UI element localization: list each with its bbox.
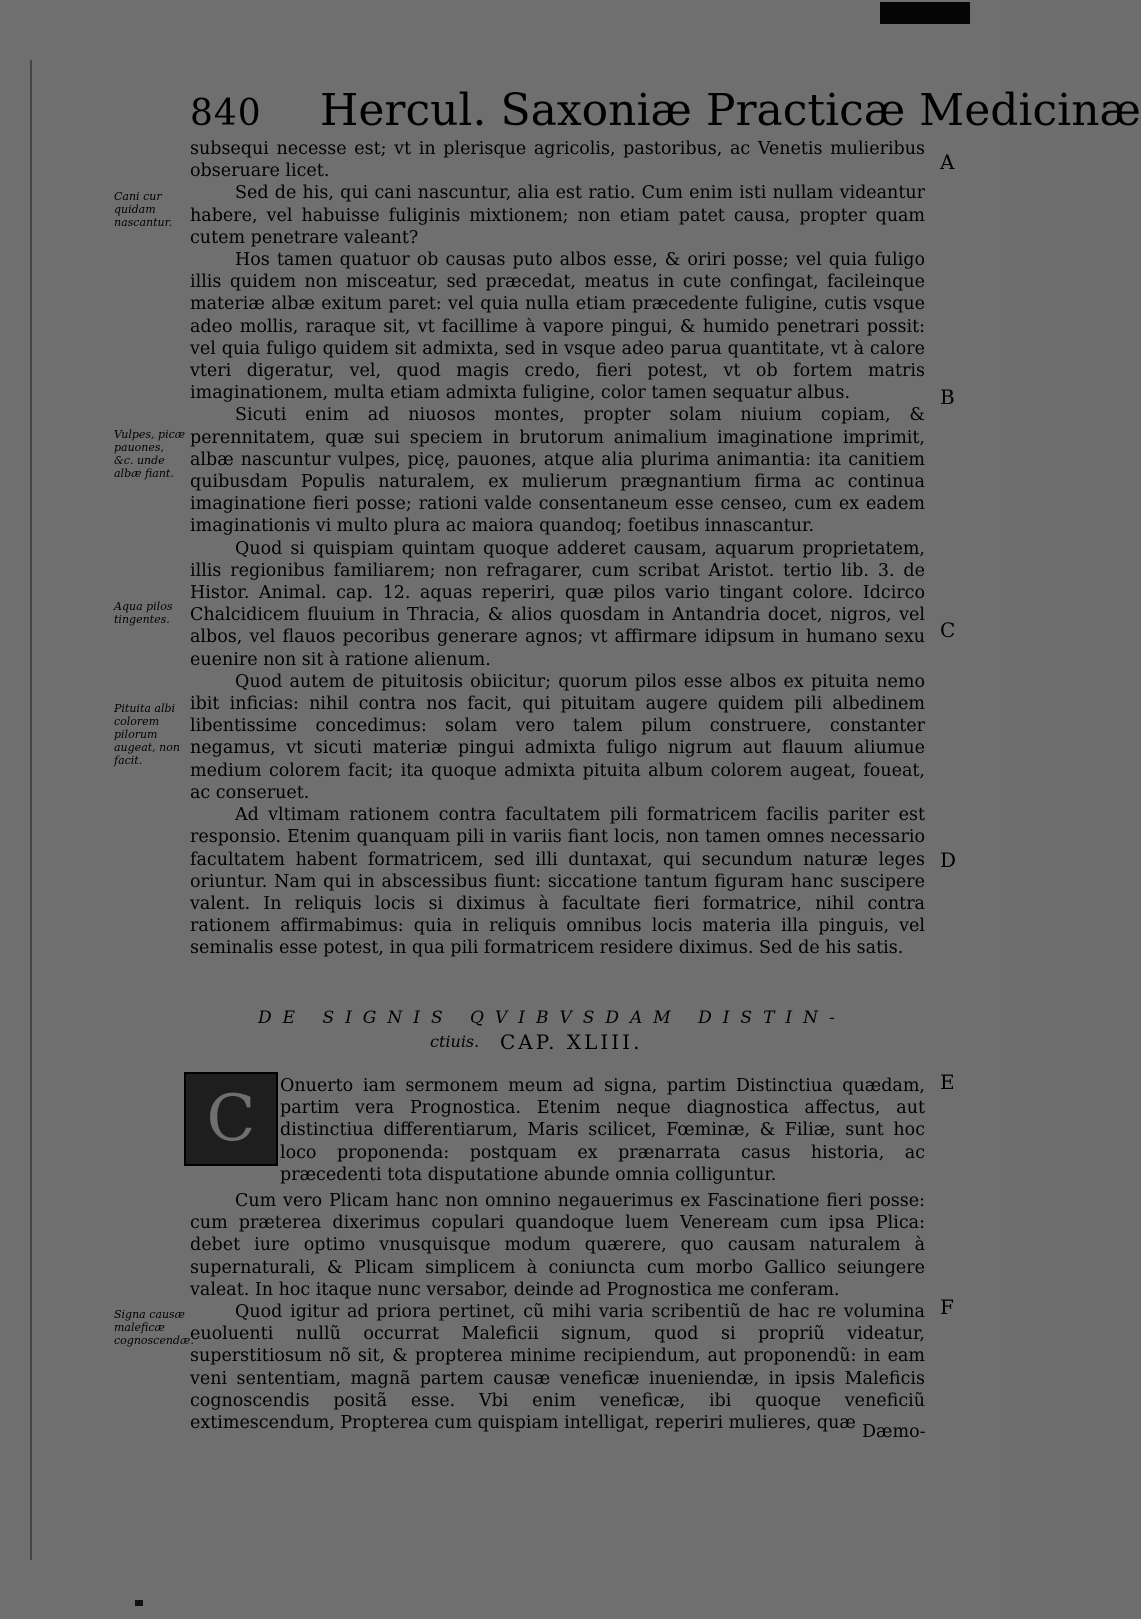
paragraph: subsequi necesse est; vt in plerisque agricolis, pastoribus, ac Venetis mulieribus obseruare licet. xyxy=(190,139,925,182)
ink-spot xyxy=(135,1600,143,1606)
paragraph: Quod autem de pituitosis obiicitur; quorum pilos esse albos ex pituita nemo ibit inficias: nihil contra nos facit, qui pituitam augere quidem pili albedinem libentissime concedimus: solam vero talem pilum construere, constanter negamus, vt sicuti materiæ pingui admixta fuligo nigrum aut flauum aliumue medium colorem facit; ita quoque admixta pituita album colorem augeat, foueat, ac conseruet. xyxy=(190,671,925,803)
gutter-line xyxy=(30,60,32,1560)
paragraph: Ad vltimam rationem contra facultatem pili formatricem facilis pariter est responsio. Etenim quanquam pili in variis fiant locis, non tamen omnes necessario facultatem habent formatricem, sed illi duntaxat, qui secundum naturæ leges oriuntur. Nam qui in abscessibus fiunt: siccatione tantum figuram hanc suscipere valent. In reliquis locis si diximus à facultate fieri formatrice, nihil contra rationem affirmabimus: quia in reliquis omnibus locis materia illa pinguis, vel seminalis esse potest, in qua pili formatricem residere diximus. Sed de his satis. xyxy=(190,805,925,959)
section-letter-e: E xyxy=(940,1070,955,1094)
margin-note-1: Cani cur quidam nascantur. xyxy=(114,190,173,229)
main-text xyxy=(190,138,925,960)
margin-note-5: Signa causæ maleficæ cognoscendæ. xyxy=(114,1308,194,1347)
paragraph: Sed de his, qui cani nascuntur, alia est ratio. Cum enim isti nullam videantur habere, vel habuisse fuliginis mixtionem; non etiam patet causa, propter quam cutem penetrare valeant? xyxy=(190,183,925,248)
paragraph: Sicuti enim ad niuosos montes, propter solam niuium copiam, & perennitatem, quæ sui speciem in brutorum animalium imaginatione imprimit, albæ nascuntur vulpes, picę, pauones, atque alia plurima animantia: ita canitiem quibusdam Populis naturalem, ex mulierum prægnantium firma ac continua imaginatione fieri posse; rationi valde consentaneum esse censeo, cum ex eadem imaginationis vi multo plura ac maiora quandoq; foetibus innascantur. xyxy=(190,405,925,537)
chapter-number: CAP. XLIII. xyxy=(500,1030,643,1054)
scan-edge-mark xyxy=(880,2,970,24)
chapter-opening: Onuerto iam sermonem meum ad signa, partim Distinctiua quædam, partim vera Prognostica. Etenim neque diagnostica affectus, aut distinctiua differentiarum, Maris scilicet, Fœminæ, & Filiæ, sunt hoc loco proponenda: postquam ex prænarrata casus historia, ac præcedenti tota disputatione abunde omnia colliguntur. xyxy=(280,1076,925,1185)
initial-letter: C xyxy=(206,1082,256,1156)
paragraph: Hos tamen quatuor ob causas puto albos esse, & oriri posse; vel quia fuligo illis quidem non misceatur, sed præcedat, meatus in cute confingat, facileinque materiæ albæ exitum paret: vel quia nulla etiam præcedente fuligine, cutis vsque adeo mollis, raraque sit, vt facillime à vapore pingui, & humido penetrari possit: vel quia fuligo quidem sit admixta, sed in vsque adeo parua quantitate, vt à calore vteri digeratur, vel, quod magis credo, fieri potest, vt ob fortem matris imaginationem, multa etiam admixta fuligine, color tamen sequatur albus. xyxy=(190,250,925,404)
chapter-title-cont: ctiuis. xyxy=(430,1032,480,1051)
section-letter-d: D xyxy=(940,848,957,872)
catchword: Dæmo- xyxy=(862,1422,926,1442)
margin-note-2: Vulpes, picæ pauones, &c. unde albæ fiant. xyxy=(114,428,186,480)
chapter-text xyxy=(190,1190,925,1434)
paragraph: Quod igitur ad priora pertinet, cũ mihi varia scribentiũ de hac re volumina euoluenti nullũ occurrat Maleficii signum, quod si propriũ videatur, superstitiosum nõ sit, & propterea minime recipiendum, aut proponendũ: in eam veni sententiam, magnã partem causæ veneficæ inueniendæ, in ipsis Maleficis cognoscendis positã esse. Vbi enim veneficæ, ibi quoque veneficiũ extimescendum, Propterea cum quispiam intelligat, reperiri mulieres, quæ xyxy=(190,1302,925,1434)
page-header xyxy=(190,85,1141,140)
section-letter-a: A xyxy=(940,150,955,174)
running-title: Hercul. Saxoniæ Practicæ Medicinæ xyxy=(320,85,1141,136)
decorated-initial xyxy=(184,1072,278,1166)
section-letter-b: B xyxy=(940,385,955,409)
margin-note-4: Pituita albi colorem pilorum augeat, non facit. xyxy=(114,702,180,767)
paragraph: Quod si quispiam quintam quoque adderet causam, aquarum proprietatem, illis regionibus familiarem; non refragarer, cum scribat Aristot. tertio lib. 3. de Histor. Animal. cap. 12. aquas reperiri, quæ pilos vario tingant colore. Idcirco Chalcidicem fluuium in Thracia, & alios quosdam in Antandria docet, nigros, vel albos, vel flauos pecoribus generare agnos; vt affirmare idipsum in humano sexu euenire non sit à ratione alienum. xyxy=(190,538,925,670)
section-letter-f: F xyxy=(940,1295,954,1319)
margin-note-3: Aqua pilos tingentes. xyxy=(114,600,173,626)
paragraph: Cum vero Plicam hanc non omnino negauerimus ex Fascinatione fieri posse: cum præterea dixerimus copulari quandoque luem Veneream cum ipsa Plica: debet iure optimo vnusquisque modum quærere, quo causam naturalem à supernaturali, & Plicam simplicem à coniuncta cum morbo Gallico seiungere valeat. In hoc itaque nunc versabor, deinde ad Prognostica me conferam. xyxy=(190,1191,925,1300)
page-number: 840 xyxy=(190,93,262,134)
chapter-title: DE SIGNIS QVIBVSDAM DISTIN- xyxy=(258,1008,846,1028)
section-letter-c: C xyxy=(940,618,956,642)
